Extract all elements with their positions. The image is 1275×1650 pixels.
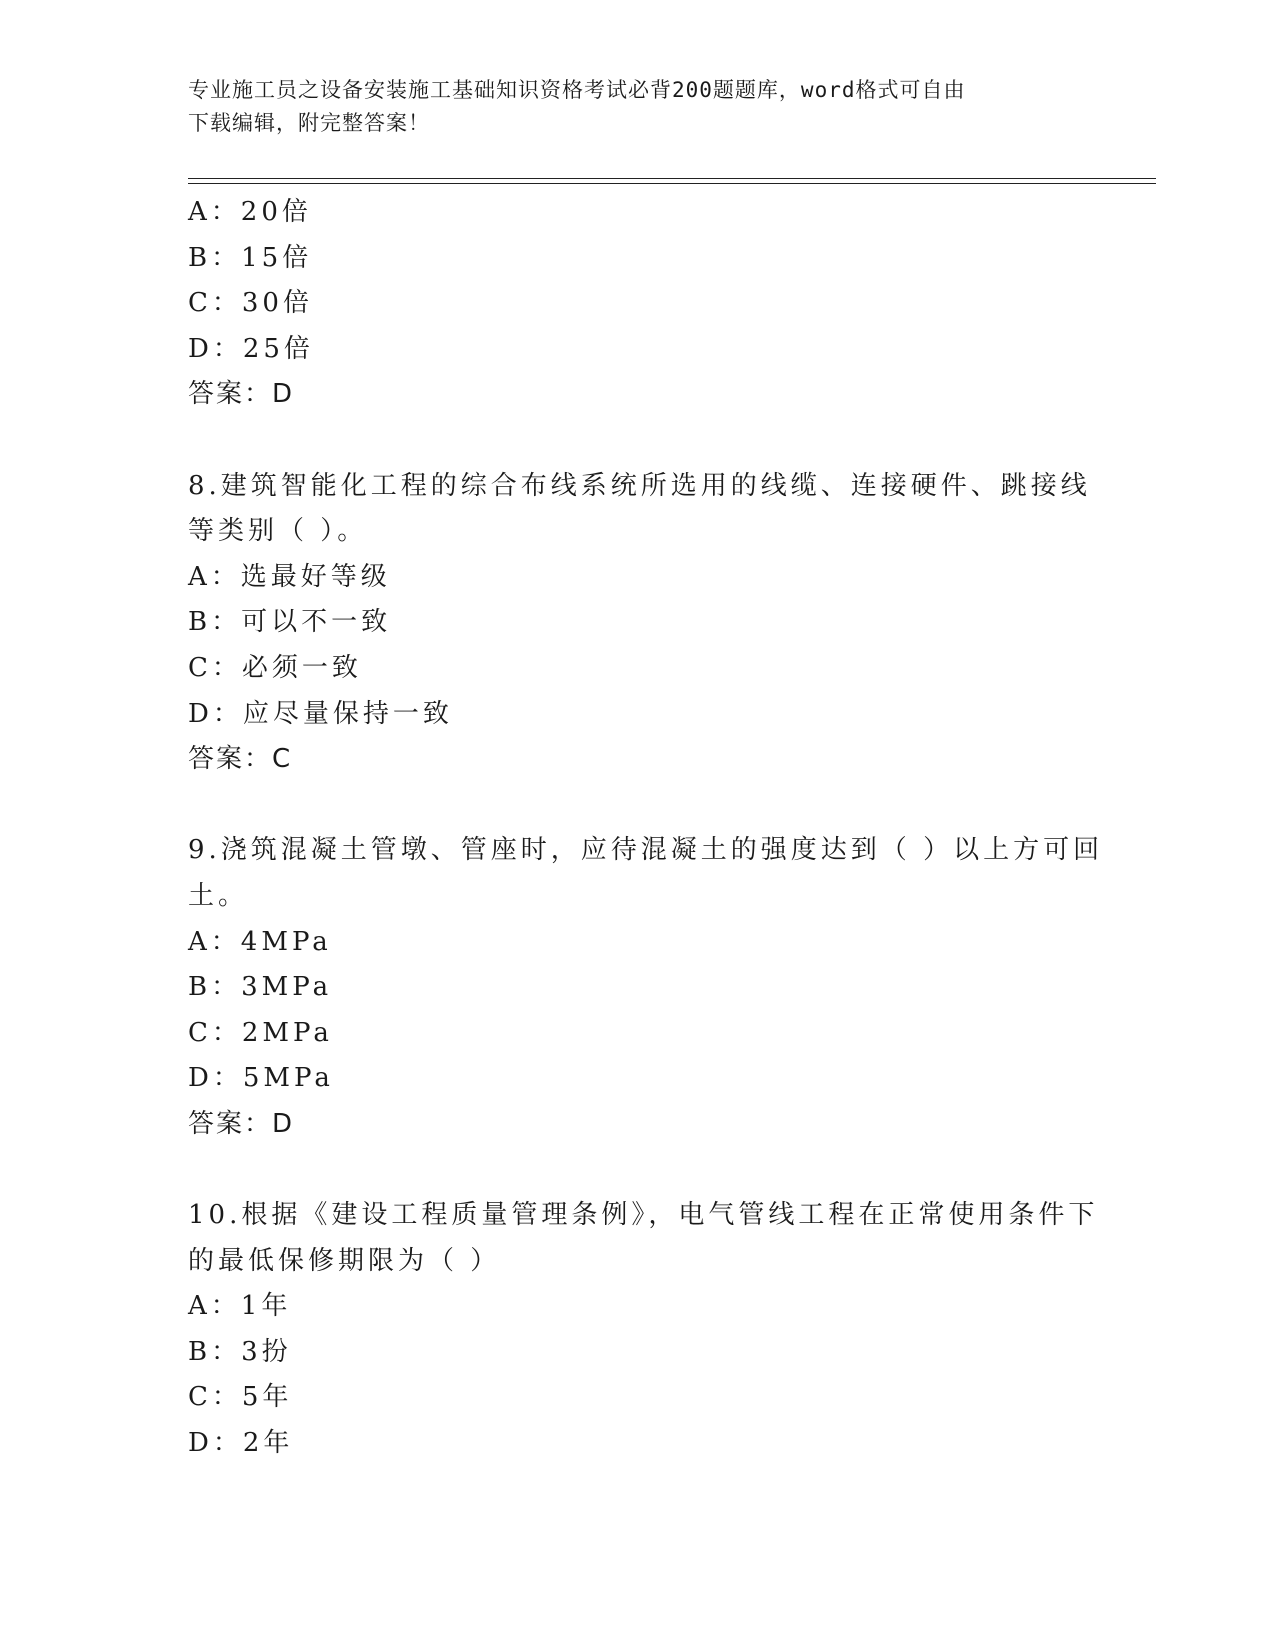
question-stem-line-1: 10.根据《建设工程质量管理条例》，电气管线工程在正常使用条件下 [188,1200,1099,1231]
option-c: C：30倍 [188,288,313,319]
header-divider-bottom [188,183,1156,184]
answer: 答案：D [188,1108,295,1139]
option-c: C：2MPa [188,1017,333,1048]
header-line-1: 专业施工员之设备安装施工基础知识资格考试必背200题题库，word格式可自由 [188,78,966,102]
answer: 答案：D [188,379,295,410]
document-header [188,74,1068,140]
option-c: C：必须一致 [188,652,362,683]
question-7 [188,190,1088,418]
spacer [188,1147,1088,1193]
header-line-2: 下载编辑，附完整答案！ [188,111,430,135]
option-a: A：4MPa [188,926,332,957]
option-c: C：5年 [188,1382,293,1413]
answer: 答案：C [188,744,293,775]
option-b: B：3扮 [188,1336,292,1367]
spacer [188,783,1088,829]
option-b: B：可以不一致 [188,607,392,638]
question-9 [188,828,1104,1147]
option-d: D：5MPa [188,1063,334,1094]
spacer [188,418,1088,464]
option-d: D：2年 [188,1428,294,1459]
option-a: A：选最好等级 [188,561,391,592]
option-b: B：15倍 [188,242,313,273]
question-8 [188,464,1091,783]
option-b: B：3MPa [188,972,333,1003]
question-content [188,190,1104,1467]
question-stem-line-2: 土。 [188,880,249,911]
option-d: D：25倍 [188,333,314,364]
header-divider-top [188,178,1156,179]
question-stem-line-1: 9.浇筑混凝土管墩、管座时，应待混凝土的强度达到（ ）以上方可回 [188,835,1104,866]
question-stem-line-2: 的最低保修期限为（ ） [188,1245,501,1276]
option-a: A：1年 [188,1291,292,1322]
option-a: A：20倍 [188,197,312,227]
option-d: D：应尽量保持一致 [188,698,453,729]
question-stem-line-2: 等类别（ ）。 [188,516,368,547]
question-10 [188,1193,1099,1467]
question-stem-line-1: 8.建筑智能化工程的综合布线系统所选用的线缆、连接硬件、跳接线 [188,470,1091,501]
